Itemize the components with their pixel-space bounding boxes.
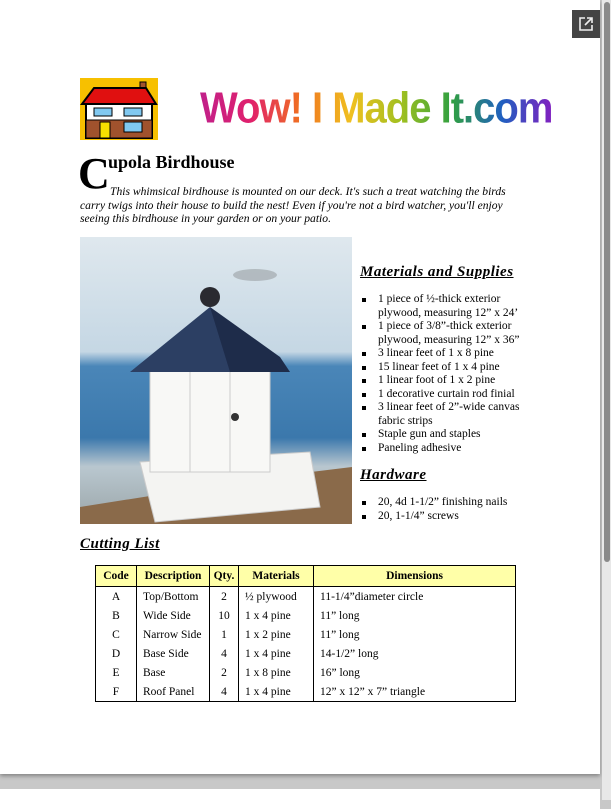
- table-cell: 1: [210, 625, 239, 644]
- table-cell: 2: [210, 663, 239, 682]
- list-item: 20, 1-1/4” screws: [360, 510, 560, 524]
- table-row: [96, 663, 516, 682]
- table-cell: Base Side: [137, 644, 210, 663]
- site-logo: Wow! I Made It.com: [200, 83, 553, 133]
- table-cell: 11-1/4”diameter circle: [314, 587, 516, 607]
- list-item: Paneling adhesive: [360, 442, 540, 456]
- materials-list: [360, 293, 540, 455]
- cutting-list-heading: Cutting List: [80, 536, 160, 552]
- page-title: upola Birdhouse: [108, 152, 235, 172]
- list-item: 3 linear feet of 1 x 8 pine: [360, 347, 540, 361]
- list-item: 1 linear foot of 1 x 2 pine: [360, 374, 540, 388]
- table-cell: 11” long: [314, 625, 516, 644]
- table-cell: 14-1/2” long: [314, 644, 516, 663]
- column-header: Dimensions: [314, 566, 516, 587]
- column-header: Qty.: [210, 566, 239, 587]
- open-external-icon: [579, 17, 593, 31]
- table-cell: C: [96, 625, 137, 644]
- table-cell: 2: [210, 587, 239, 607]
- table-cell: Wide Side: [137, 606, 210, 625]
- next-page: [0, 789, 600, 809]
- table-cell: D: [96, 644, 137, 663]
- list-item: Staple gun and staples: [360, 428, 540, 442]
- table-cell: Base: [137, 663, 210, 682]
- table-cell: ½ plywood: [239, 587, 314, 607]
- table-cell: Narrow Side: [137, 625, 210, 644]
- table-row: [96, 606, 516, 625]
- table-cell: Top/Bottom: [137, 587, 210, 607]
- table-row: [96, 682, 516, 702]
- scrollbar[interactable]: [602, 0, 611, 800]
- table-cell: Roof Panel: [137, 682, 210, 702]
- list-item: 1 decorative curtain rod finial: [360, 388, 540, 402]
- column-header: Description: [137, 566, 210, 587]
- table-cell: 16” long: [314, 663, 516, 682]
- list-item: 1 piece of 3/8”-thick exterior plywood, measuring 12” x 36”: [360, 320, 540, 347]
- table-cell: 4: [210, 682, 239, 702]
- table-cell: 11” long: [314, 606, 516, 625]
- table-cell: B: [96, 606, 137, 625]
- list-item: 15 linear feet of 1 x 4 pine: [360, 361, 540, 375]
- column-header: Materials: [239, 566, 314, 587]
- materials-heading: Materials and Supplies: [360, 264, 514, 280]
- column-header: Code: [96, 566, 137, 587]
- birdhouse-photo: [80, 237, 352, 524]
- hardware-heading: Hardware: [360, 467, 427, 483]
- table-row: [96, 625, 516, 644]
- table-cell: E: [96, 663, 137, 682]
- table-cell: 12” x 12” x 7” triangle: [314, 682, 516, 702]
- table-cell: A: [96, 587, 137, 607]
- table-row: [96, 644, 516, 663]
- table-cell: 1 x 4 pine: [239, 606, 314, 625]
- list-item: 20, 4d 1-1/2” finishing nails: [360, 496, 560, 510]
- scrollbar-thumb[interactable]: [604, 2, 610, 562]
- table-cell: 4: [210, 644, 239, 663]
- table-cell: 1 x 2 pine: [239, 625, 314, 644]
- open-external-button[interactable]: [572, 10, 600, 38]
- intro-paragraph: This whimsical birdhouse is mounted on our deck. It's such a treat watching the birds carry twigs into their house to build the nest! Even if you're not a bird watcher, you'll enjoy seeing this birdhouse in your garden or on your patio.: [80, 185, 506, 225]
- cutting-list-table: [95, 565, 516, 702]
- list-item: 1 piece of ½-thick exterior plywood, measuring 12” x 24’: [360, 293, 540, 320]
- table-cell: 10: [210, 606, 239, 625]
- table-cell: 1 x 8 pine: [239, 663, 314, 682]
- house-logo-icon: [80, 78, 158, 140]
- hardware-list: [360, 496, 560, 523]
- list-item: 3 linear feet of 2”-wide canvas fabric strips: [360, 401, 540, 428]
- table-cell: F: [96, 682, 137, 702]
- table-cell: 1 x 4 pine: [239, 682, 314, 702]
- title-dropcap: C: [78, 149, 110, 198]
- table-row: [96, 587, 516, 607]
- table-cell: 1 x 4 pine: [239, 644, 314, 663]
